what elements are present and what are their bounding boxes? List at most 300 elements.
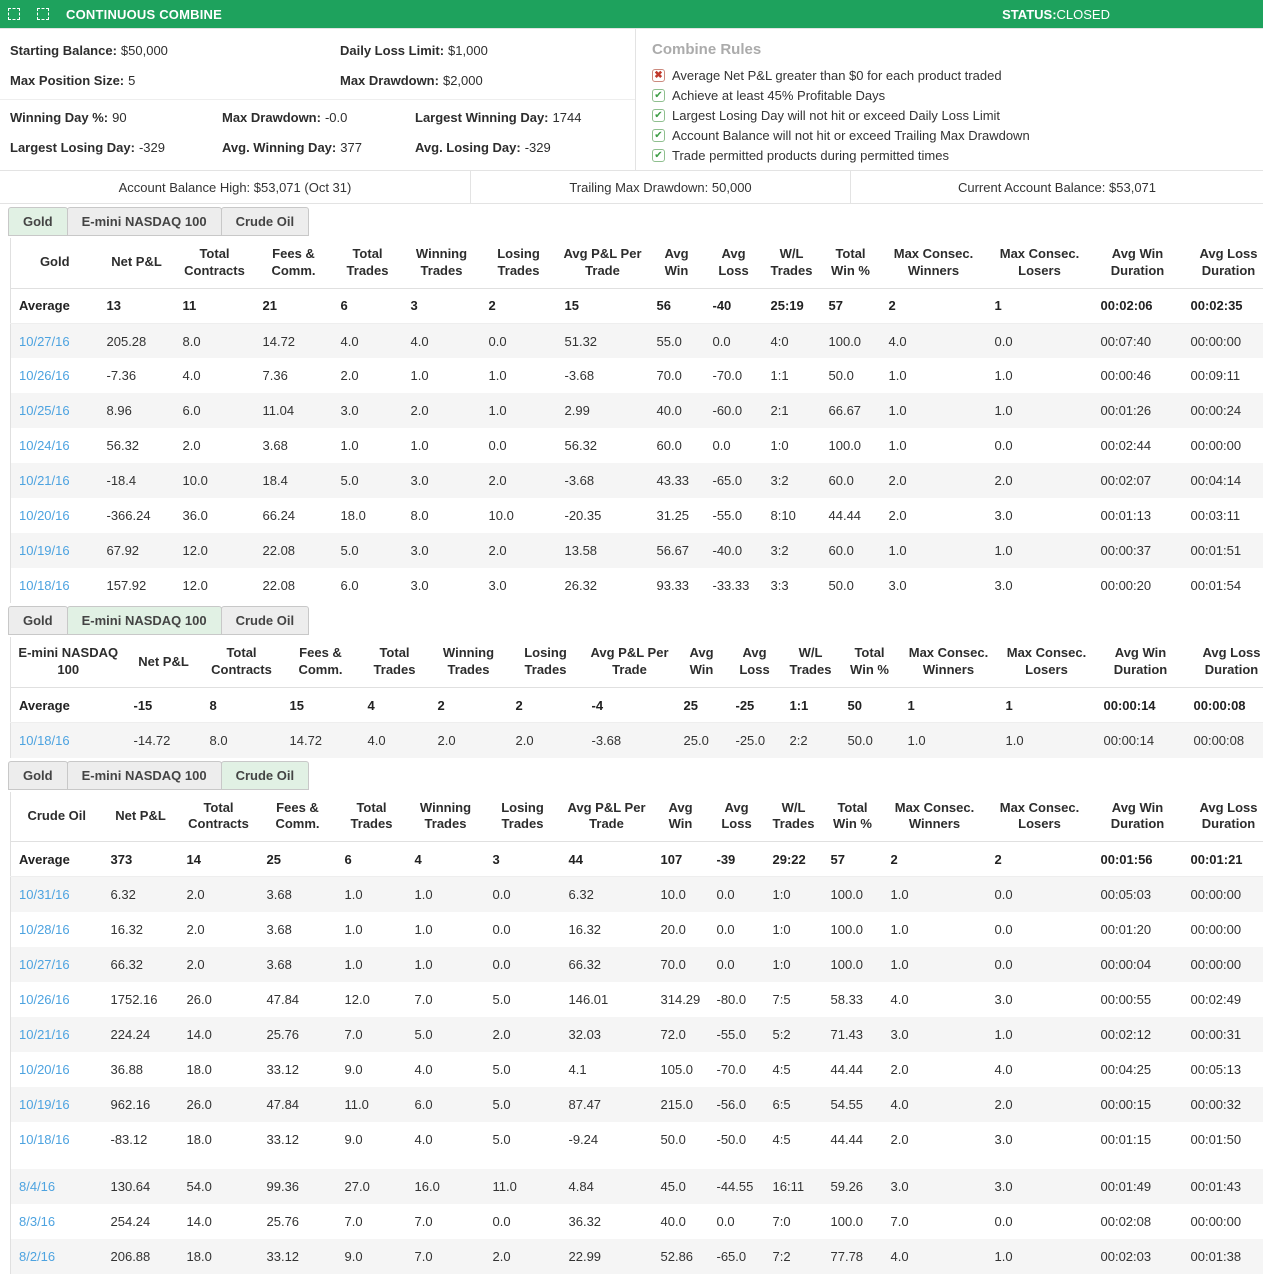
cell: 4.0 <box>410 333 429 349</box>
cell: 1.0 <box>344 887 363 903</box>
cell: 2.0 <box>340 368 359 384</box>
cell: 3.0 <box>410 578 429 594</box>
average-cell: 11 <box>175 288 255 323</box>
average-cell: -25 <box>728 688 782 723</box>
stat-value: 1744 <box>552 109 582 125</box>
cell: 22.99 <box>568 1248 602 1264</box>
date-link[interactable]: 10/26/16 <box>19 368 70 384</box>
cell: 13.58 <box>564 543 598 559</box>
cell: 2.0 <box>182 438 201 454</box>
cell: 16.32 <box>110 921 144 937</box>
date-cell <box>11 463 99 498</box>
combine-summary <box>0 29 636 170</box>
average-cell: 00:00:14 <box>1096 688 1186 723</box>
column-header: Total Win % <box>823 792 883 842</box>
tab-e-mini-nasdaq-100[interactable]: E-mini NASDAQ 100 <box>67 761 222 790</box>
cell: 66.32 <box>568 956 602 972</box>
column-header: Avg Win Duration <box>1093 792 1183 842</box>
cell: 1.0 <box>888 438 907 454</box>
cell: 1.0 <box>888 403 907 419</box>
emini-nasdaq-100-stats-table <box>10 637 1263 757</box>
average-cell: 57 <box>823 842 883 877</box>
average-label: Average <box>11 288 99 323</box>
column-header: Losing Trades <box>508 637 584 687</box>
cell: 00:02:08 <box>1100 1213 1152 1229</box>
cell: 1.0 <box>994 368 1013 384</box>
cell: 00:02:49 <box>1190 991 1242 1007</box>
average-cell: 15 <box>282 688 360 723</box>
average-cell: 25:19 <box>763 288 821 323</box>
cell: 2:1 <box>770 403 789 419</box>
cell: 00:00:32 <box>1190 1096 1242 1112</box>
stat-value: $2,000 <box>442 72 483 88</box>
cell: 215.0 <box>660 1096 694 1112</box>
cell: 67.92 <box>106 543 140 559</box>
date-cell <box>11 1052 103 1087</box>
cell: 18.0 <box>186 1248 212 1264</box>
cell: 14.72 <box>262 333 296 349</box>
average-cell: -15 <box>126 688 202 723</box>
average-cell: 6 <box>333 288 403 323</box>
combine-rules-panel <box>636 29 1263 170</box>
cell: 2:2 <box>789 732 808 748</box>
cell: 00:00:14 <box>1103 732 1155 748</box>
average-cell: 3 <box>485 842 561 877</box>
cell: -83.12 <box>110 1131 148 1147</box>
stat-value: 90 <box>112 109 127 125</box>
cell: 100.0 <box>830 887 864 903</box>
trailing-max-drawdown: Trailing Max Drawdown: 50,000 <box>470 171 850 203</box>
table-row <box>11 428 1263 463</box>
date-cell <box>11 912 103 947</box>
rule-item <box>652 68 1263 83</box>
date-link[interactable]: 8/4/16 <box>19 1178 56 1194</box>
status-label: STATUS: <box>1002 6 1057 22</box>
cell: 3.0 <box>994 1178 1013 1194</box>
average-cell: 1 <box>987 288 1093 323</box>
average-row <box>11 842 1263 877</box>
cell: -70.0 <box>712 368 743 384</box>
cell: 11.0 <box>492 1178 517 1194</box>
cell: -40.0 <box>712 543 743 559</box>
date-link[interactable]: 10/31/16 <box>19 887 70 903</box>
cell: 0.0 <box>492 1213 511 1229</box>
cell: 1.0 <box>994 1026 1013 1042</box>
date-link[interactable]: 10/21/16 <box>19 473 70 489</box>
cell: 3.0 <box>410 473 429 489</box>
tab-gold[interactable]: Gold <box>8 606 68 635</box>
cell: -9.24 <box>568 1131 599 1147</box>
average-cell: 3 <box>403 288 481 323</box>
date-cell <box>11 428 99 463</box>
cell: -3.68 <box>564 473 595 489</box>
cell: 25.76 <box>266 1213 300 1229</box>
column-header: Total Win % <box>840 637 900 687</box>
cell: 1.0 <box>410 368 429 384</box>
table-row <box>11 1169 1263 1204</box>
rule-text: Achieve at least 45% Profitable Days <box>672 88 886 103</box>
date-link[interactable]: 8/2/16 <box>19 1248 56 1264</box>
average-cell: 1 <box>900 688 998 723</box>
cell: 314.29 <box>660 991 701 1007</box>
cell: 10.0 <box>182 473 208 489</box>
column-header: Winning Trades <box>403 238 481 288</box>
cell: 1.0 <box>890 956 909 972</box>
cell: 224.24 <box>110 1026 151 1042</box>
cell: 70.0 <box>660 956 686 972</box>
rule-text: Trade permitted products during permitted times <box>672 148 949 163</box>
average-cell: -4 <box>584 688 676 723</box>
product-section-gold <box>0 207 1263 603</box>
average-cell: 2 <box>987 842 1093 877</box>
cell: 5.0 <box>492 1096 511 1112</box>
cell: 7.0 <box>414 991 433 1007</box>
cell: 71.43 <box>830 1026 864 1042</box>
cell: 1.0 <box>488 403 507 419</box>
table-row <box>11 947 1263 982</box>
cell: -70.0 <box>716 1061 747 1077</box>
cell: 2.0 <box>488 543 507 559</box>
cell: 5.0 <box>340 473 359 489</box>
cell: 7.0 <box>414 1248 433 1264</box>
cell: -65.0 <box>712 473 743 489</box>
cell: 0.0 <box>488 333 507 349</box>
cell: 3.0 <box>410 543 429 559</box>
cell: 1.0 <box>414 887 433 903</box>
cell: 1.0 <box>994 403 1013 419</box>
status-value: CLOSED <box>1056 6 1110 22</box>
average-cell: 15 <box>557 288 649 323</box>
date-link[interactable]: 10/25/16 <box>19 403 70 419</box>
cell: 1.0 <box>488 368 507 384</box>
cell: 2.0 <box>888 473 907 489</box>
column-header: Avg Win Duration <box>1093 238 1183 288</box>
cell: 3.0 <box>994 1131 1013 1147</box>
cell: 4.0 <box>340 333 359 349</box>
spacer-cell <box>11 1157 1263 1169</box>
cell: 12.0 <box>344 991 370 1007</box>
date-cell <box>11 323 99 358</box>
cell: 25.76 <box>266 1026 300 1042</box>
cell: 00:02:03 <box>1100 1248 1152 1264</box>
cell: 3:3 <box>770 578 789 594</box>
date-link[interactable]: 10/21/16 <box>19 1026 70 1042</box>
cell: 5.0 <box>340 543 359 559</box>
date-link[interactable]: 10/27/16 <box>19 956 70 972</box>
average-cell: 1:1 <box>782 688 840 723</box>
cell: 2.0 <box>437 732 456 748</box>
tab-crude-oil[interactable]: Crude Oil <box>221 606 310 635</box>
header-row <box>11 238 1263 288</box>
table-row <box>11 498 1263 533</box>
cell: 14.0 <box>186 1026 212 1042</box>
average-cell: 1 <box>998 688 1096 723</box>
column-header: Total Win % <box>821 238 881 288</box>
average-cell: 2 <box>883 842 987 877</box>
cell: 8.0 <box>209 732 228 748</box>
cell: 66.32 <box>110 956 144 972</box>
cell: 2.0 <box>492 1026 511 1042</box>
stat-value: $50,000 <box>120 42 168 58</box>
cell: 4.84 <box>568 1178 594 1194</box>
column-header: Net P&L <box>126 637 202 687</box>
cell: 00:00:24 <box>1190 403 1242 419</box>
cell: 0.0 <box>716 956 735 972</box>
table-row <box>11 1052 1263 1087</box>
cell: 3:2 <box>770 543 789 559</box>
column-header: Losing Trades <box>485 792 561 842</box>
cell: 50.0 <box>660 1131 686 1147</box>
date-link[interactable]: 8/3/16 <box>19 1213 56 1229</box>
cell: 0.0 <box>492 921 511 937</box>
cell: 66.67 <box>828 403 862 419</box>
cell: 3.0 <box>890 1178 909 1194</box>
cell: 3.0 <box>888 578 907 594</box>
cell: 4:0 <box>770 333 789 349</box>
cell: 4.0 <box>890 1096 909 1112</box>
cell: 0.0 <box>716 1213 735 1229</box>
column-header: Net P&L <box>103 792 179 842</box>
rule-item <box>652 128 1263 143</box>
cell: 1.0 <box>1005 732 1024 748</box>
rule-item <box>652 148 1263 163</box>
cell: 47.84 <box>266 1096 300 1112</box>
stat-label: Largest Winning Day: <box>415 109 549 125</box>
average-cell: 4 <box>407 842 485 877</box>
cell: 20.0 <box>660 921 686 937</box>
date-link[interactable]: 10/24/16 <box>19 438 70 454</box>
product-section-crude-oil <box>0 761 1263 1274</box>
cell: 36.32 <box>568 1213 602 1229</box>
date-cell <box>11 1017 103 1052</box>
column-header: Max Consec. Losers <box>998 637 1096 687</box>
cell: 60.0 <box>828 543 854 559</box>
cell: 54.0 <box>186 1178 212 1194</box>
cell: 206.88 <box>110 1248 151 1264</box>
average-cell: 00:02:06 <box>1093 288 1183 323</box>
column-header: Net P&L <box>99 238 175 288</box>
cell: 00:01:43 <box>1190 1178 1242 1194</box>
cell: 56.32 <box>564 438 598 454</box>
table-row <box>11 877 1263 912</box>
stat-largest-losing-day <box>10 132 222 162</box>
cell: 00:02:44 <box>1100 438 1152 454</box>
cell: 2.0 <box>890 1131 909 1147</box>
table-row <box>11 533 1263 568</box>
date-link[interactable]: 10/19/16 <box>19 1096 70 1112</box>
date-link[interactable]: 10/27/16 <box>19 333 70 349</box>
cell: 00:00:31 <box>1190 1026 1242 1042</box>
cell: 36.88 <box>110 1061 144 1077</box>
cell: 40.0 <box>660 1213 686 1229</box>
average-cell: 25 <box>676 688 728 723</box>
cell: 16.0 <box>414 1178 440 1194</box>
current-account-balance: Current Account Balance: $53,071 <box>850 171 1263 203</box>
stat-avg-winning-day <box>222 132 415 162</box>
cell: 3:2 <box>770 473 789 489</box>
cell: 3.0 <box>994 578 1013 594</box>
cell: 8.0 <box>182 333 201 349</box>
cell: 100.0 <box>830 1213 864 1229</box>
column-header: Avg Win <box>649 238 705 288</box>
cell: 93.33 <box>656 578 690 594</box>
average-cell: 2 <box>430 688 508 723</box>
cell: 3.0 <box>340 403 359 419</box>
status-badge <box>1002 0 1110 28</box>
cell: 40.0 <box>656 403 682 419</box>
date-link[interactable]: 10/26/16 <box>19 991 70 1007</box>
product-column-header: Crude Oil <box>11 792 103 842</box>
cell: -3.68 <box>564 368 595 384</box>
cell: 33.12 <box>266 1131 300 1147</box>
cell: -7.36 <box>106 368 137 384</box>
cell: 00:01:26 <box>1100 403 1152 419</box>
column-header: Avg Loss <box>728 637 782 687</box>
cell: 1.0 <box>340 438 359 454</box>
column-header: Fees & Comm. <box>259 792 337 842</box>
column-header: W/L Trades <box>782 637 840 687</box>
cell: 54.55 <box>830 1096 864 1112</box>
average-cell: 6 <box>337 842 407 877</box>
cell: 25.0 <box>683 732 709 748</box>
stat-value: -329 <box>524 139 551 155</box>
cell: 0.0 <box>994 921 1013 937</box>
cell: 00:01:15 <box>1100 1131 1152 1147</box>
tab-crude-oil[interactable]: Crude Oil <box>221 207 310 236</box>
cell: 1.0 <box>888 368 907 384</box>
cell: 12.0 <box>182 578 208 594</box>
product-section-emini-nasdaq-100 <box>0 606 1263 757</box>
cell: 22.08 <box>262 578 296 594</box>
cell: 00:00:00 <box>1190 1213 1242 1229</box>
cell: 6.0 <box>414 1096 433 1112</box>
cell: 5.0 <box>492 1061 511 1077</box>
date-cell <box>11 533 99 568</box>
tab-gold[interactable]: Gold <box>8 761 68 790</box>
cell: 254.24 <box>110 1213 151 1229</box>
date-link[interactable]: 10/18/16 <box>19 578 70 594</box>
cell: 6.32 <box>110 887 136 903</box>
tab-crude-oil[interactable]: Crude Oil <box>221 761 310 790</box>
date-link[interactable]: 10/18/16 <box>19 1131 70 1147</box>
cell: 0.0 <box>994 956 1013 972</box>
product-tabbar <box>8 761 1263 790</box>
date-link[interactable]: 10/20/16 <box>19 508 70 524</box>
cell: 6.0 <box>182 403 201 419</box>
cell: 16.32 <box>568 921 602 937</box>
tab-gold[interactable]: Gold <box>8 207 68 236</box>
cell: 60.0 <box>828 473 854 489</box>
fail-x-icon: ✖ <box>652 69 665 82</box>
cell: 3.0 <box>994 508 1013 524</box>
cell: 4.0 <box>888 333 907 349</box>
window-square-icon-2[interactable] <box>37 8 49 20</box>
column-header: Total Trades <box>337 792 407 842</box>
cell: 5.0 <box>492 991 511 1007</box>
column-header: Avg Loss <box>705 238 763 288</box>
cell: 3.68 <box>266 887 292 903</box>
date-cell <box>11 982 103 1017</box>
cell: 2.0 <box>186 956 205 972</box>
window-square-icon-1[interactable] <box>8 8 20 20</box>
average-cell: 2 <box>508 688 584 723</box>
cell: 7.0 <box>344 1213 363 1229</box>
cell: 00:04:14 <box>1190 473 1242 489</box>
cell: 59.26 <box>830 1178 864 1194</box>
stat-label: Avg. Winning Day: <box>222 139 337 155</box>
cell: 1.0 <box>414 921 433 937</box>
table-row <box>11 1087 1263 1122</box>
cell: 8.0 <box>410 508 429 524</box>
average-cell: 8 <box>202 688 282 723</box>
cell: 44.44 <box>830 1061 864 1077</box>
info-section <box>0 28 1263 171</box>
column-header: Avg Loss <box>709 792 765 842</box>
cell: 5:2 <box>772 1026 791 1042</box>
cell: 00:00:00 <box>1190 956 1242 972</box>
cell: 33.12 <box>266 1061 300 1077</box>
stat-starting-balance <box>10 35 340 65</box>
cell: 105.0 <box>660 1061 694 1077</box>
average-label: Average <box>11 688 126 723</box>
cell: 1.0 <box>344 921 363 937</box>
cell: -20.35 <box>564 508 602 524</box>
date-cell <box>11 1122 103 1157</box>
average-cell: 13 <box>99 288 175 323</box>
gold-stats-table <box>10 238 1263 603</box>
cell: 22.08 <box>262 543 296 559</box>
stat-avg-losing-day <box>415 132 635 162</box>
cell: 00:03:11 <box>1190 508 1241 524</box>
cell: 1:0 <box>770 438 789 454</box>
cell: 1.0 <box>344 956 363 972</box>
column-header: Losing Trades <box>481 238 557 288</box>
average-cell: 2 <box>481 288 557 323</box>
average-cell: 00:00:08 <box>1186 688 1263 723</box>
rule-text: Average Net P&L greater than $0 for each product traded <box>672 68 1002 83</box>
column-header: Winning Trades <box>430 637 508 687</box>
cell: 3.68 <box>266 956 292 972</box>
table-row <box>11 1204 1263 1239</box>
date-link[interactable]: 10/28/16 <box>19 921 70 937</box>
rule-text: Account Balance will not hit or exceed Trailing Max Drawdown <box>672 128 1030 143</box>
cell: 51.32 <box>564 333 598 349</box>
cell: 5.0 <box>492 1131 511 1147</box>
cell: 77.78 <box>830 1248 864 1264</box>
cell: 32.03 <box>568 1026 602 1042</box>
stat-value: 5 <box>128 72 136 88</box>
tab-e-mini-nasdaq-100[interactable]: E-mini NASDAQ 100 <box>67 207 222 236</box>
cell: 00:00:37 <box>1100 543 1152 559</box>
date-link[interactable]: 10/18/16 <box>19 732 70 748</box>
crude-oil-stats-table <box>10 792 1263 1274</box>
date-link[interactable]: 10/19/16 <box>19 543 70 559</box>
cell: 00:00:00 <box>1190 887 1242 903</box>
table-row <box>11 723 1263 758</box>
cell: 2.99 <box>564 403 590 419</box>
combine-rules-title: Combine Rules <box>652 41 762 58</box>
date-link[interactable]: 10/20/16 <box>19 1061 70 1077</box>
balance-bar <box>0 171 1263 204</box>
tab-e-mini-nasdaq-100[interactable]: E-mini NASDAQ 100 <box>67 606 222 635</box>
average-cell: 25 <box>259 842 337 877</box>
date-cell <box>11 1087 103 1122</box>
column-header: Max Consec. Winners <box>881 238 987 288</box>
page-title: CONTINUOUS COMBINE <box>66 6 222 22</box>
cell: 4.0 <box>182 368 201 384</box>
table-row <box>11 982 1263 1017</box>
average-cell: -40 <box>705 288 763 323</box>
